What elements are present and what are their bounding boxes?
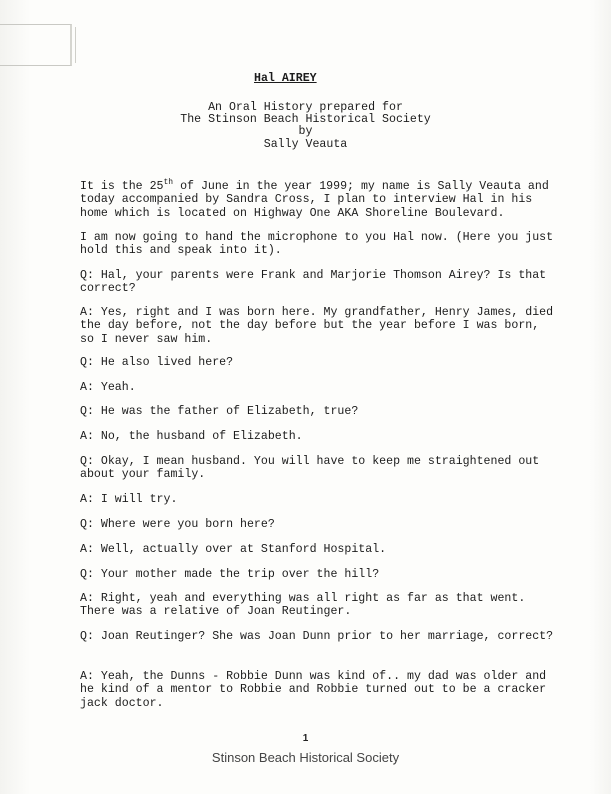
- page-number: 1: [302, 733, 309, 744]
- footer-credit: Stinson Beach Historical Society: [211, 750, 400, 765]
- exchange-6: A: No, the husband of Elizabeth.: [80, 430, 303, 443]
- exchange-11: Q: Your mother made the trip over the hill?: [80, 568, 380, 581]
- binding-notch: [65, 27, 76, 63]
- header-line-3: by: [298, 125, 313, 138]
- exchange-9: Q: Where were you born here?: [80, 518, 275, 531]
- exchange-2: A: Yes, right and I was born here. My grandfather, Henry James, died the day before, not the day before but the year before I was born, so I never saw him.: [80, 306, 554, 346]
- ordinal-suffix: th: [163, 178, 174, 188]
- exchange-1: Q: Hal, your parents were Frank and Marjorie Thomson Airey? Is that correct?: [80, 269, 547, 296]
- intro-text-start: It is the 25: [80, 180, 164, 193]
- document-title: Hal AIREY: [254, 72, 317, 85]
- header-line-2: The Stinson Beach Historical Society: [180, 113, 431, 126]
- binding-strip: [0, 24, 72, 66]
- exchange-10: A: Well, actually over at Stanford Hospital.: [80, 543, 387, 556]
- intro-text-rest: of June in the year 1999; my name is Sally Veauta and today accompanied by Sandra Cross, I plan to interview Hal in his home which is located on Highway One AKA Shoreline Boulevard.: [80, 180, 549, 220]
- exchange-7: Q: Okay, I mean husband. You will have to keep me straightened out about your family.: [80, 455, 540, 482]
- exchange-3: Q: He also lived here?: [80, 356, 234, 369]
- exchange-5: Q: He was the father of Elizabeth, true?: [80, 405, 359, 418]
- header-line-4: Sally Veauta: [263, 138, 348, 151]
- intro-paragraph-2: I am now going to hand the microphone to you Hal now. (Here you just hold this and speak into it).: [80, 231, 554, 258]
- exchange-13: Q: Joan Reutinger? She was Joan Dunn prior to her marriage, correct?: [80, 630, 554, 643]
- exchange-12: A: Right, yeah and everything was all right as far as that went. There was a relative of Joan Reutinger.: [80, 592, 526, 619]
- exchange-8: A: I will try.: [80, 493, 178, 506]
- header-line-1: An Oral History prepared for: [208, 101, 403, 114]
- intro-paragraph-1: [80, 180, 560, 220]
- exchange-4: A: Yeah.: [80, 381, 136, 394]
- exchange-14: A: Yeah, the Dunns - Robbie Dunn was kind of.. my dad was older and he kind of a mentor to Robbie and Robbie turned out to be a cracker jack doctor.: [80, 670, 547, 710]
